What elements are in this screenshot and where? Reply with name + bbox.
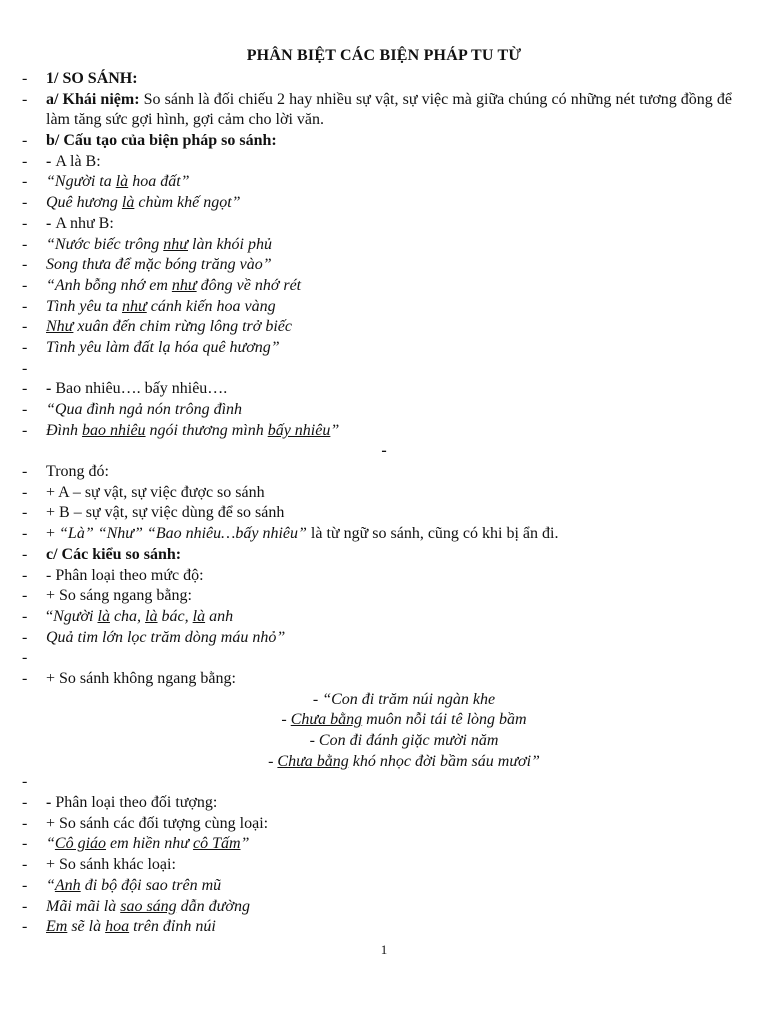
- text-segment: Quả tim lớn lọc trăm dòng máu nhỏ”: [46, 628, 286, 646]
- underlined-word: Chưa bằng: [290, 711, 363, 729]
- underlined-word: bao nhiêu: [82, 421, 146, 439]
- bullet-marker: -: [22, 90, 28, 108]
- bullet-marker: -: [22, 338, 28, 356]
- bullet-marker: -: [22, 256, 28, 274]
- text-segment: -: [46, 380, 56, 398]
- line-text: [46, 462, 109, 483]
- line-text: [0, 690, 768, 711]
- text-segment: ngói thương mình: [145, 421, 268, 439]
- underlined-word: Em: [46, 918, 68, 936]
- text-segment: “Là” “Như” “Bao nhiêu…bấy nhiêu”: [59, 525, 307, 543]
- line-text: [0, 441, 768, 462]
- text-line: [0, 566, 768, 587]
- bullet-marker: -: [22, 463, 28, 481]
- text-segment: hoa đất”: [128, 173, 190, 191]
- line-text: [46, 400, 242, 421]
- text-segment: ”: [330, 421, 340, 439]
- text-segment: là từ ngữ so sánh, cũng có khi bị ẩn đi.: [306, 525, 559, 543]
- text-segment: muôn nỗi tái tê lòng bầm: [362, 711, 527, 729]
- underlined-word: là: [145, 607, 158, 625]
- bullet-marker: -: [22, 545, 28, 563]
- line-text: [46, 545, 181, 566]
- line-text: [46, 897, 250, 918]
- bullet-marker: -: [22, 835, 28, 853]
- text-line: [0, 152, 768, 173]
- bullet-marker: -: [22, 628, 28, 646]
- text-segment: A như B:: [55, 214, 114, 232]
- bullet-marker: -: [22, 318, 28, 336]
- bullet-marker: -: [22, 897, 28, 915]
- text-line: [0, 834, 768, 855]
- line-text: [0, 731, 768, 752]
- underlined-word: Anh: [54, 876, 81, 894]
- text-segment: So sánh là đối chiếu 2 hay nhiều sự vật, sự việc mà giữa chúng có những nét tương đồng để làm tăng sức gợi hình, gợi cảm cho lời văn.: [46, 90, 733, 129]
- text-line: [0, 793, 768, 814]
- text-segment: chùm khế ngọt”: [134, 194, 241, 212]
- bullet-marker: -: [22, 235, 28, 253]
- text-segment: - Phân loại theo mức độ:: [46, 566, 204, 584]
- text-line: [0, 235, 768, 256]
- bullet-marker: -: [22, 918, 28, 936]
- text-line: [0, 193, 768, 214]
- bullet-marker: -: [22, 359, 28, 377]
- text-segment: Đình: [46, 421, 82, 439]
- text-segment: Người: [53, 607, 98, 625]
- text-segment: khó nhọc đời bầm sáu mươi”: [348, 752, 540, 770]
- text-segment: Mãi mãi là: [46, 897, 121, 915]
- text-segment: em hiền như: [106, 835, 193, 853]
- text-segment: “Nước biếc trông: [46, 235, 164, 253]
- text-line: [0, 338, 768, 359]
- text-segment: làn khói phủ: [188, 235, 272, 253]
- bullet-marker: -: [22, 401, 28, 419]
- text-line: [0, 690, 768, 711]
- underlined-word: là: [97, 607, 110, 625]
- bullet-marker: -: [22, 525, 28, 543]
- text-segment: bác,: [157, 607, 193, 625]
- text-segment: -: [46, 794, 56, 812]
- text-line: [0, 772, 768, 793]
- line-text: [46, 503, 284, 524]
- bullet-marker: -: [22, 483, 28, 501]
- text-line: [0, 897, 768, 918]
- line-text: [46, 793, 217, 814]
- text-line: [0, 483, 768, 504]
- line-text: [46, 524, 558, 545]
- underlined-word: cô Tấm: [192, 835, 241, 853]
- text-line: [0, 710, 768, 731]
- underlined-word: như: [171, 276, 197, 294]
- text-segment: “Người ta: [46, 173, 116, 191]
- text-line: [0, 648, 768, 669]
- line-text: [46, 193, 241, 214]
- document-body: [0, 69, 768, 938]
- text-segment: cánh kiến hoa vàng: [146, 297, 276, 315]
- text-line: [0, 669, 768, 690]
- text-segment: sẽ là: [67, 918, 106, 936]
- underlined-word: Chưa bằng: [277, 752, 349, 770]
- bullet-marker: -: [22, 566, 28, 584]
- text-segment: Trong đó:: [46, 463, 109, 481]
- page-number: 1: [380, 942, 388, 957]
- line-text: [46, 566, 204, 587]
- bullet-marker: -: [22, 380, 28, 398]
- text-segment: -: [268, 752, 278, 770]
- text-line: [0, 359, 768, 380]
- text-segment: + So sánh khác loại:: [46, 856, 176, 874]
- text-line: [0, 607, 768, 628]
- text-segment: “: [46, 835, 55, 853]
- line-text: [46, 235, 272, 256]
- text-segment: a/ Khái niệm:: [46, 90, 140, 108]
- text-line: [0, 503, 768, 524]
- line-text: [46, 90, 732, 131]
- text-segment: xuân đến chim rừng lông trở biếc: [73, 318, 292, 336]
- bullet-marker: -: [22, 504, 28, 522]
- text-line: [0, 752, 768, 773]
- bullet-marker: -: [22, 152, 28, 170]
- text-line: [0, 731, 768, 752]
- underlined-word: sao sáng: [120, 897, 177, 915]
- text-line: [0, 297, 768, 318]
- bullet-marker: -: [22, 607, 28, 625]
- bullet-marker: -: [22, 421, 28, 439]
- text-segment: + B – sự vật, sự việc dùng để so sánh: [46, 504, 285, 522]
- bullet-marker: -: [22, 587, 28, 605]
- text-line: [0, 90, 768, 131]
- text-line: [0, 276, 768, 297]
- line-text: [46, 297, 276, 318]
- underlined-word: là: [115, 173, 129, 191]
- text-segment: -: [281, 711, 291, 729]
- text-segment: b/ Cấu tạo của biện pháp so sánh:: [46, 132, 277, 150]
- text-line: [0, 214, 768, 235]
- text-line: [0, 524, 768, 545]
- bullet-marker: -: [22, 297, 28, 315]
- line-text: [46, 421, 339, 442]
- line-text: [46, 172, 190, 193]
- bullet-marker: -: [22, 276, 28, 294]
- text-segment: anh: [205, 607, 234, 625]
- bullet-marker: -: [22, 173, 28, 191]
- line-text: [46, 379, 227, 400]
- text-segment: +: [46, 525, 60, 543]
- text-line: [0, 917, 768, 938]
- text-segment: “: [46, 607, 54, 625]
- text-line: [0, 69, 768, 90]
- underlined-word: hoa: [105, 918, 130, 936]
- line-text: [46, 669, 236, 690]
- text-line: [0, 876, 768, 897]
- line-text: [46, 131, 277, 152]
- bullet-marker: -: [22, 649, 28, 667]
- text-segment: cha,: [109, 607, 146, 625]
- line-text: [46, 255, 272, 276]
- text-segment: ”: [240, 835, 250, 853]
- underlined-word: như: [122, 297, 147, 315]
- bullet-marker: -: [22, 70, 28, 87]
- line-text: [46, 855, 176, 876]
- line-text: [46, 628, 285, 649]
- text-segment: dẫn đường: [176, 897, 250, 915]
- text-segment: A là B:: [55, 152, 101, 170]
- page-title: PHÂN BIỆT CÁC BIỆN PHÁP TU TỪ: [246, 47, 522, 64]
- underlined-word: là: [192, 607, 206, 625]
- text-segment: trên đỉnh núi: [129, 918, 216, 936]
- bullet-marker: -: [22, 214, 28, 232]
- text-line: [0, 379, 768, 400]
- bullet-marker: -: [22, 794, 28, 812]
- text-line: [0, 172, 768, 193]
- text-segment: -: [381, 442, 387, 460]
- bullet-marker: -: [22, 876, 28, 894]
- line-text: [46, 483, 265, 504]
- line-text: [46, 338, 280, 359]
- text-line: [0, 586, 768, 607]
- text-segment: Song thưa để mặc bóng trăng vào”: [46, 256, 272, 274]
- bullet-marker: -: [22, 856, 28, 874]
- text-segment: -: [312, 690, 323, 708]
- text-line: [0, 545, 768, 566]
- line-text: [46, 876, 221, 897]
- line-text: [46, 834, 249, 855]
- text-line: [0, 255, 768, 276]
- line-text: [46, 214, 114, 235]
- text-segment: + So sánh không ngang bằng:: [46, 669, 236, 687]
- line-text: [0, 752, 768, 773]
- bullet-marker: -: [22, 132, 28, 150]
- underlined-word: là: [121, 194, 135, 212]
- line-text: [46, 317, 292, 338]
- bullet-marker: -: [22, 814, 28, 832]
- line-text: [46, 152, 101, 173]
- text-segment: Bao nhiêu…. bấy nhiêu….: [55, 380, 228, 398]
- line-text: [46, 917, 216, 938]
- line-text: [46, 276, 301, 297]
- text-line: [0, 814, 768, 835]
- text-segment: Tình yêu làm đất lạ hóa quê hương”: [46, 338, 280, 356]
- text-line: [0, 441, 768, 462]
- line-text: [0, 710, 768, 731]
- text-segment: Con đi đánh giặc mười năm: [318, 732, 499, 750]
- text-line: [0, 400, 768, 421]
- text-line: [0, 131, 768, 152]
- underlined-word: Như: [46, 318, 74, 336]
- text-segment: “Con đi trăm núi ngàn khe: [322, 690, 496, 708]
- line-text: [46, 586, 192, 607]
- text-segment: + A – sự vật, sự việc được so sánh: [46, 483, 265, 501]
- underlined-word: bấy nhiêu: [267, 421, 331, 439]
- text-segment: -: [46, 214, 56, 232]
- line-text: [46, 607, 233, 628]
- text-segment: “Qua đình ngả nón trông đình: [46, 401, 243, 419]
- text-line: [0, 462, 768, 483]
- bullet-marker: -: [22, 194, 28, 212]
- text-segment: đi bộ đội sao trên mũ: [80, 876, 222, 894]
- bullet-marker: -: [22, 773, 28, 791]
- line-text: [46, 814, 268, 835]
- text-segment: + So sáng ngang bằng:: [46, 587, 192, 605]
- text-line: [0, 317, 768, 338]
- text-segment: 1/ SO SÁNH:: [46, 70, 138, 87]
- underlined-word: Cô giáo: [54, 835, 107, 853]
- text-segment: “Anh bỗng nhớ em: [46, 276, 172, 294]
- text-line: [0, 421, 768, 442]
- text-segment: đông về nhớ rét: [196, 276, 302, 294]
- bullet-marker: -: [22, 669, 28, 687]
- underlined-word: như: [163, 235, 188, 253]
- text-segment: -: [46, 152, 56, 170]
- text-segment: Phân loại theo đối tượng:: [55, 794, 218, 812]
- line-text: [46, 69, 138, 90]
- text-segment: -: [309, 732, 319, 750]
- text-segment: + So sánh các đối tượng cùng loại:: [46, 814, 269, 832]
- text-segment: Quê hương: [46, 194, 122, 212]
- text-segment: Tình yêu ta: [46, 297, 122, 315]
- text-line: [0, 628, 768, 649]
- text-line: [0, 855, 768, 876]
- text-segment: “: [46, 876, 55, 894]
- text-segment: c/ Các kiểu so sánh:: [46, 545, 182, 563]
